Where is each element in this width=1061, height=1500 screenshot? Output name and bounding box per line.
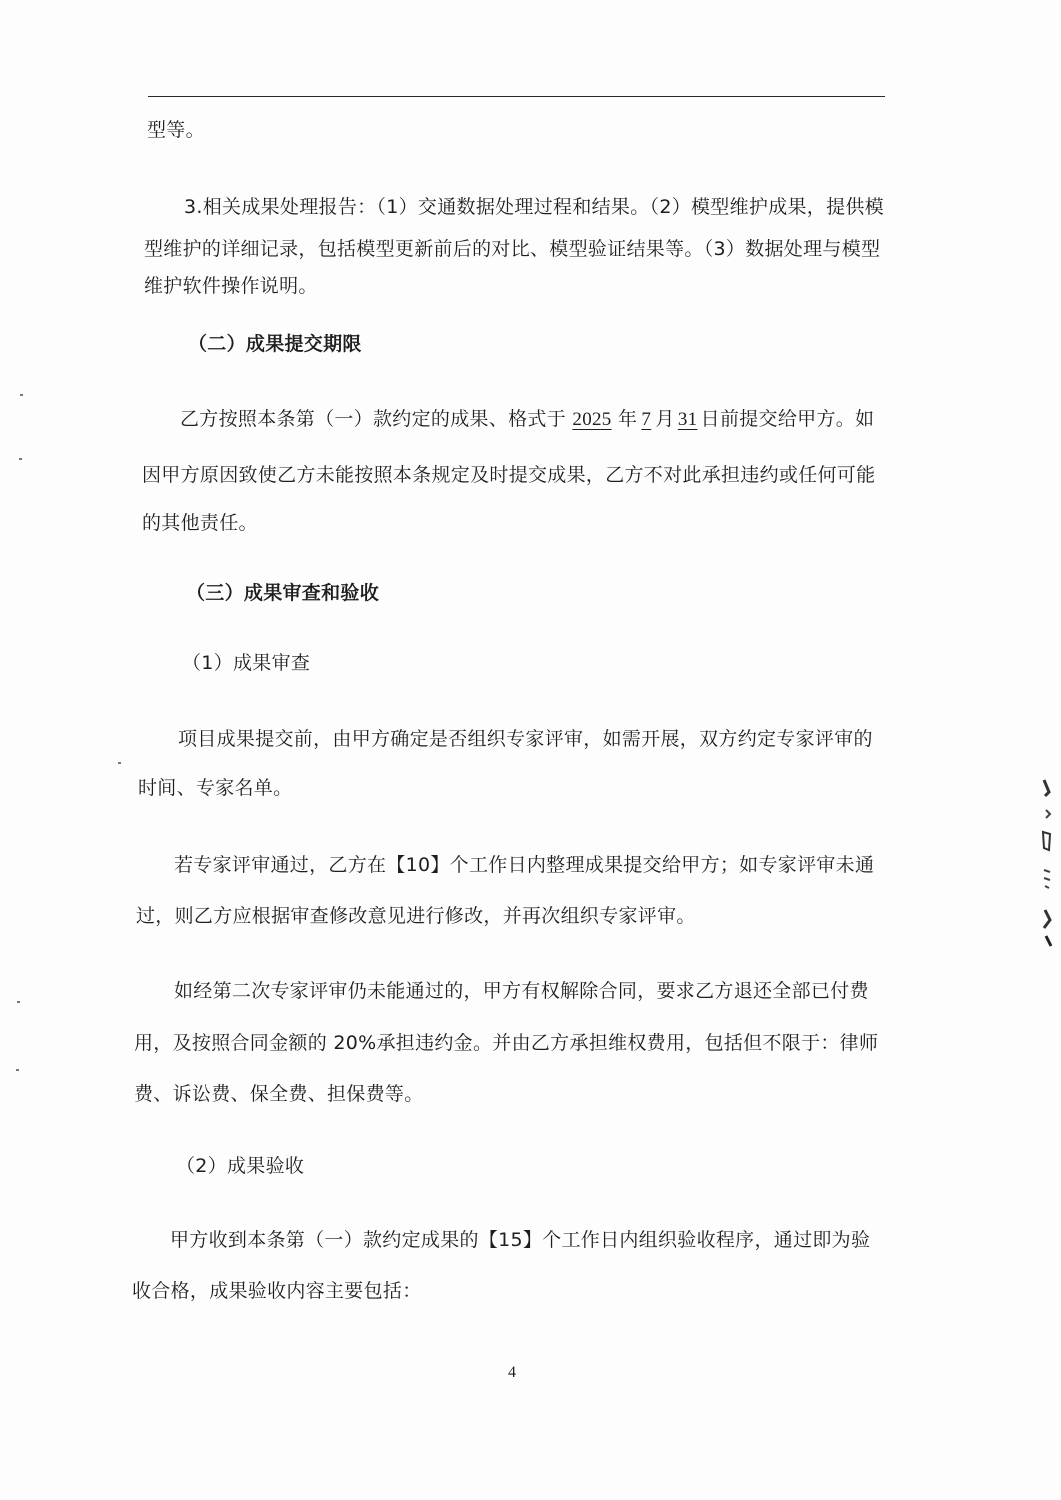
- paragraph-line: 项目成果提交前，由甲方确定是否组织专家评审，如需开展，双方约定专家评审的: [178, 728, 873, 750]
- paragraph-line: 用，及按照合同金额的 20%承担违约金。并由乙方承担维权费用，包括但不限于：律师: [134, 1032, 879, 1054]
- date-sentence-prefix: 乙方按照本条第（一）款约定的成果、格式于: [180, 408, 567, 430]
- submission-year: 2025: [572, 409, 612, 430]
- scan-speck: [20, 394, 23, 396]
- section-heading: （二）成果提交期限: [188, 333, 362, 355]
- paragraph-line: 甲方收到本条第（一）款约定成果的【15】个工作日内组织验收程序，通过即为验: [170, 1229, 871, 1251]
- seal-edge-mark: [1040, 770, 1054, 950]
- year-unit: 年: [618, 408, 638, 430]
- submission-day: 31: [677, 409, 698, 430]
- scan-speck: [16, 1069, 19, 1071]
- paragraph-line: 3.相关成果处理报告：（1）交通数据处理过程和结果。（2）模型维护成果，提供模: [184, 196, 885, 218]
- paragraph-line: 过，则乙方应根据审查修改意见进行修改，并再次组织专家评审。: [136, 905, 696, 927]
- paragraph-line: 若专家评审通过，乙方在【10】个工作日内整理成果提交给甲方；如专家评审未通: [174, 854, 875, 876]
- subsection-heading: （1）成果审查: [182, 652, 311, 674]
- scan-speck: [118, 762, 121, 764]
- submission-month: 7: [641, 409, 652, 430]
- paragraph-line: 型维护的详细记录，包括模型更新前后的对比、模型验证结果等。（3）数据处理与模型: [144, 238, 881, 260]
- paragraph-line: 如经第二次专家评审仍未能通过的，甲方有权解除合同，要求乙方退还全部已付费: [174, 980, 869, 1002]
- page-number: 4: [508, 1364, 516, 1381]
- date-sentence-suffix: 日前提交给甲方。如: [700, 408, 875, 430]
- month-unit: 月: [655, 408, 675, 430]
- paragraph-line: 维护软件操作说明。: [144, 275, 318, 297]
- scan-speck: [19, 458, 22, 460]
- paragraph-line: 因甲方原因致使乙方未能按照本条规定及时提交成果，乙方不对此承担违约或任何可能: [142, 464, 876, 486]
- paragraph-line: 型等。: [147, 119, 205, 141]
- section-heading: （三）成果审查和验收: [186, 582, 380, 604]
- paragraph-line: 时间、专家名单。: [138, 777, 293, 799]
- header-rule: [148, 96, 885, 97]
- paragraph-line: 收合格，成果验收内容主要包括：: [132, 1280, 422, 1302]
- subsection-heading: （2）成果验收: [176, 1155, 305, 1177]
- paragraph-line: 费、诉讼费、保全费、担保费等。: [134, 1083, 424, 1105]
- paragraph-line-with-date: [180, 407, 874, 432]
- scan-speck: [17, 1001, 20, 1003]
- paragraph-line: 的其他责任。: [142, 512, 258, 534]
